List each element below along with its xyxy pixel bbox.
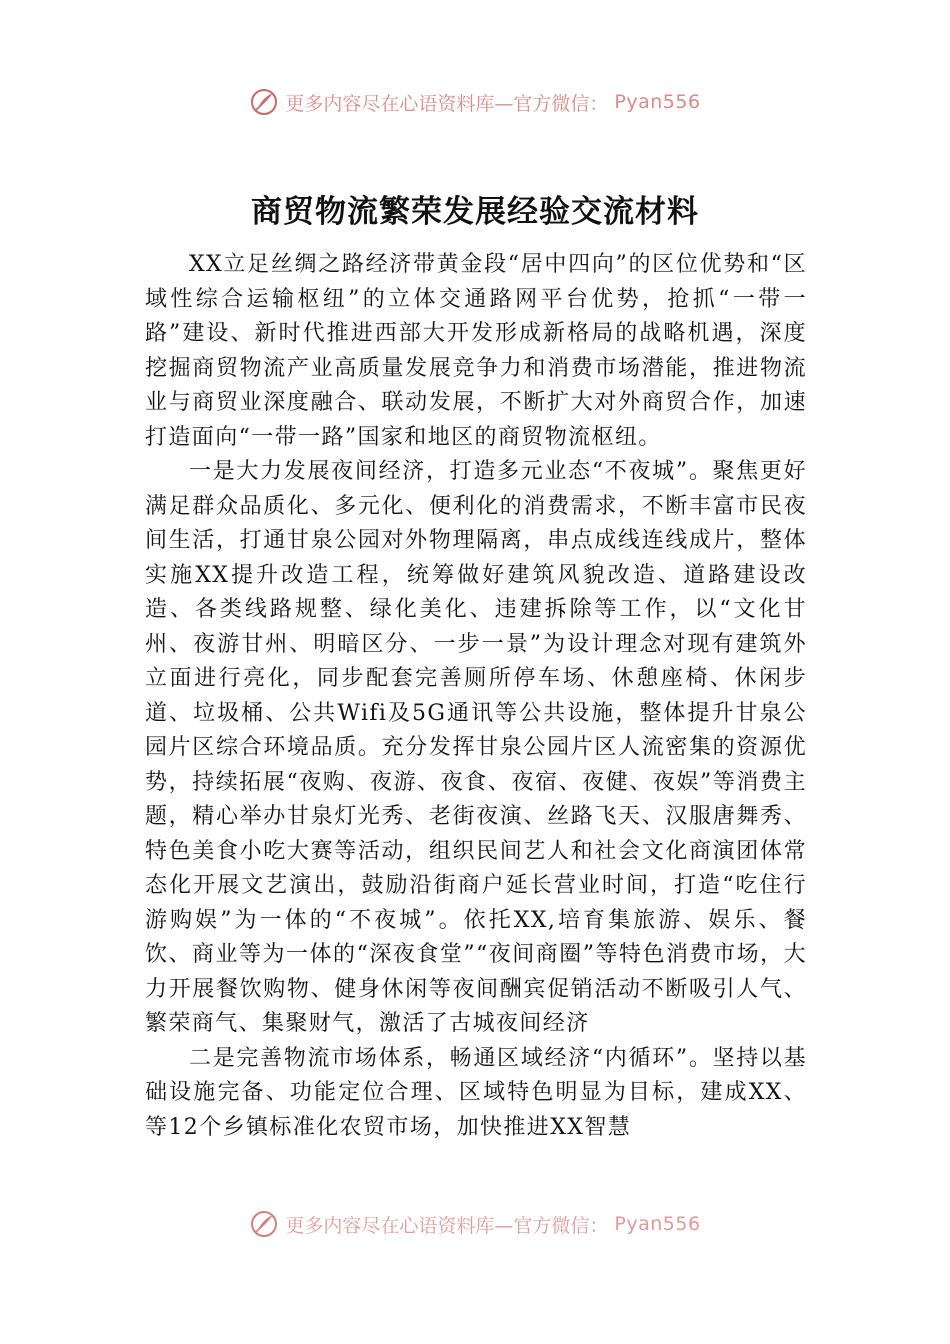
- watermark-footer: [0, 1206, 950, 1242]
- paragraph-intro: XX立足丝绸之路经济带黄金段“居中四向”的区位优势和“区域性综合运输枢纽”的立体交通路网平台优势，抢抓“一带一路”建设、新时代推进西部大开发形成新格局的战略机遇，深度挖掘商贸物流产业高质量发展竞争力和消费市场潜能，推进物流业与商贸业深度融合、联动发展，不断扩大对外商贸合作，加速打造面向“一带一路”国家和地区的商贸物流枢纽。: [145, 252, 807, 450]
- watermark-text: 更多内容尽在心语资料库—官方微信：: [285, 1214, 609, 1237]
- watermark-text: 更多内容尽在心语资料库—官方微信：: [285, 92, 609, 115]
- paragraph-night-economy: 一是大力发展夜间经济，打造多元业态“不夜城”。聚焦更好满足群众品质化、多元化、便利化的消费需求，不断丰富市民夜间生活，打通甘泉公园对外物理隔离，串点成线连线成片，整体实施XX提升改造工程，统筹做好建筑风貌改造、道路建设改造、各类线路规整、绿化美化、违建拆除等工作，以“文化甘州、夜游甘州、明暗区分、一步一景”为设计理念对现有建筑外立面进行亮化，同步配套完善厕所停车场、休憩座椅、休闲步道、垃圾桶、公共Wifi及5G通讯等公共设施，整体提升甘泉公园片区综合环境品质。充分发挥甘泉公园片区人流密集的资源优势，持续拓展“夜购、夜游、夜食、夜宿、夜健、夜娱”等消费主题，精心举办甘泉灯光秀、老街夜演、丝路飞天、汉服唐舞秀、特色美食小吃大赛等活动，组织民间艺人和社会文化商演团体常态化开展文艺演出，鼓励沿街商户延长营业时间，打造“吃住行游购娱”为一体的“不夜城”。依托XX,培育集旅游、娱乐、餐饮、商业等为一体的“深夜食堂”“夜间商圈”等特色消费市场，大力开展餐饮购物、健身休闲等夜间酬宾促销活动不断吸引人气、繁荣商气、集聚财气，激活了古城夜间经济: [145, 459, 807, 1036]
- document-title: 商贸物流繁荣发展经验交流材料: [251, 194, 699, 230]
- feather-logo-icon: [249, 87, 279, 117]
- feather-logo-icon: [249, 1209, 279, 1239]
- paragraph-logistics: 二是完善物流市场体系，畅通区域经济“内循环”。坚持以基础设施完备、功能定位合理、区域特色明显为目标，建成XX、等12个乡镇标准化农贸市场，加快推进XX智慧: [145, 1045, 807, 1140]
- watermark-handle: Pyan556: [614, 1213, 701, 1235]
- watermark-handle: Pyan556: [614, 91, 701, 113]
- watermark-header: [0, 84, 950, 120]
- document-body: [145, 248, 807, 1145]
